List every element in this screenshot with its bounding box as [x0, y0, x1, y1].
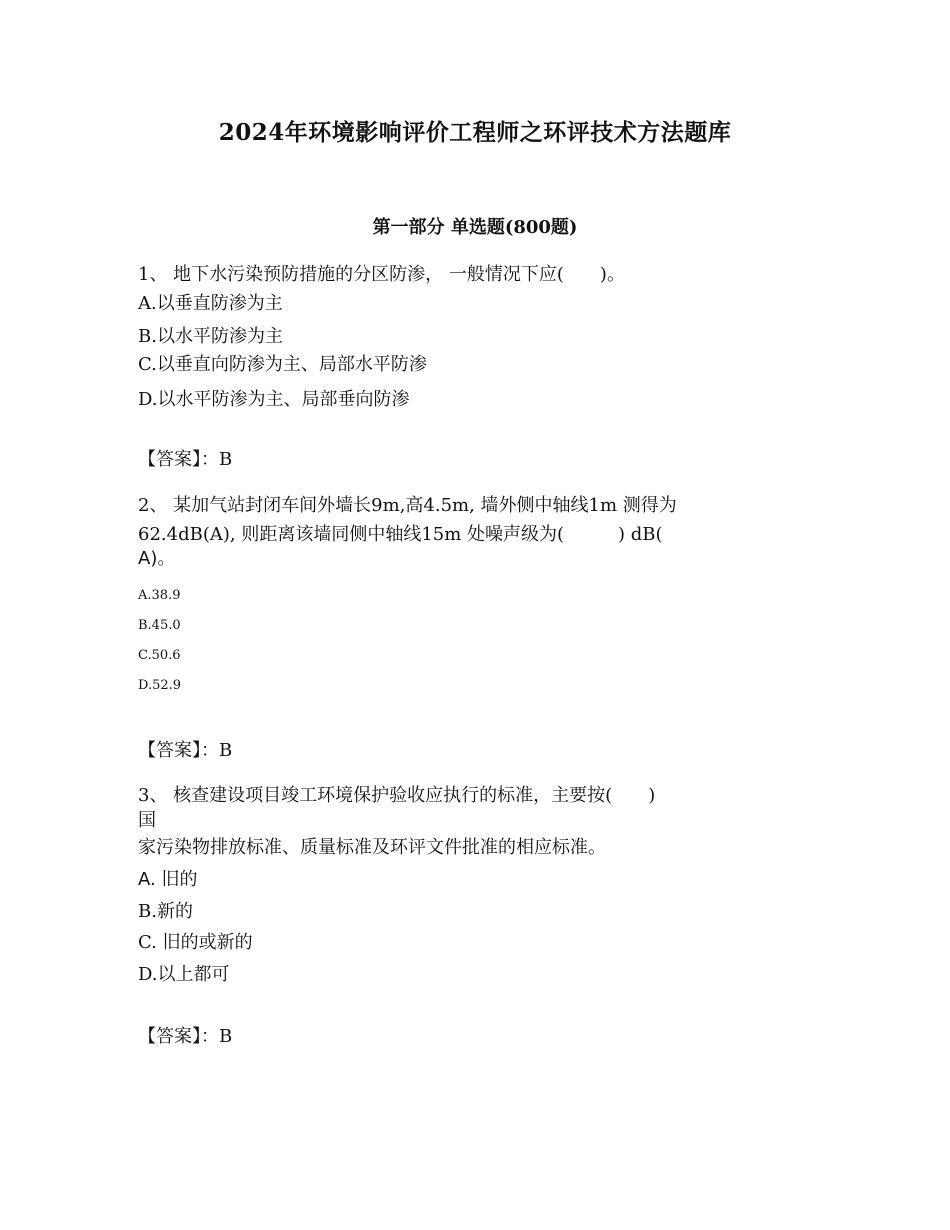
question-3-option-b: B.新的: [138, 901, 193, 922]
question-2-answer: 【答案】：B: [138, 740, 233, 761]
question-3-option-d: D.以上都可: [138, 964, 230, 985]
question-2-stem-line-2: 62.4dB(A), 则距离该墙同侧中轴线15m 处噪声级为( ) dB(: [138, 524, 663, 545]
question-1-option-c: C.以垂直向防渗为主、局部水平防渗: [138, 354, 427, 375]
question-3-option-a: A. 旧的: [138, 869, 198, 890]
question-1-option-a: A.以垂直防渗为主: [138, 293, 283, 314]
question-2-option-d: D.52.9: [138, 678, 182, 693]
page-title: 2024年环境影响评价工程师之环评技术方法题库: [218, 119, 732, 146]
question-3-answer: 【答案】：B: [138, 1026, 233, 1047]
question-1-stem: 1、 地下水污染预防措施的分区防渗， 一般情况下应( )。: [138, 264, 625, 285]
question-2-option-b: B.45.0: [138, 618, 181, 633]
question-2-option-a: A.38.9: [138, 588, 181, 603]
question-1-option-b: B.以水平防渗为主: [138, 326, 283, 347]
question-2-stem-line-3: A)。: [138, 548, 176, 569]
question-1-answer: 【答案】：B: [138, 449, 233, 470]
question-3-stem-line-3: 家污染物排放标准、质量标准及环评文件批准的相应标准。: [138, 837, 606, 858]
question-3-stem-line-1: 3、 核查建设项目竣工环境保护验收应执行的标准，主要按( ): [138, 785, 656, 806]
question-3-option-c: C. 旧的或新的: [138, 932, 253, 953]
question-2-option-c: C.50.6: [138, 648, 181, 663]
question-2-stem-line-1: 2、 某加气站封闭车间外墙长9m,高4.5m, 墙外侧中轴线1m 测得为: [138, 495, 677, 516]
question-3-stem-line-2: 国: [138, 810, 156, 831]
section-heading: 第一部分 单选题(800题): [372, 217, 578, 238]
question-1-option-d: D.以水平防渗为主、局部垂向防渗: [138, 389, 410, 410]
